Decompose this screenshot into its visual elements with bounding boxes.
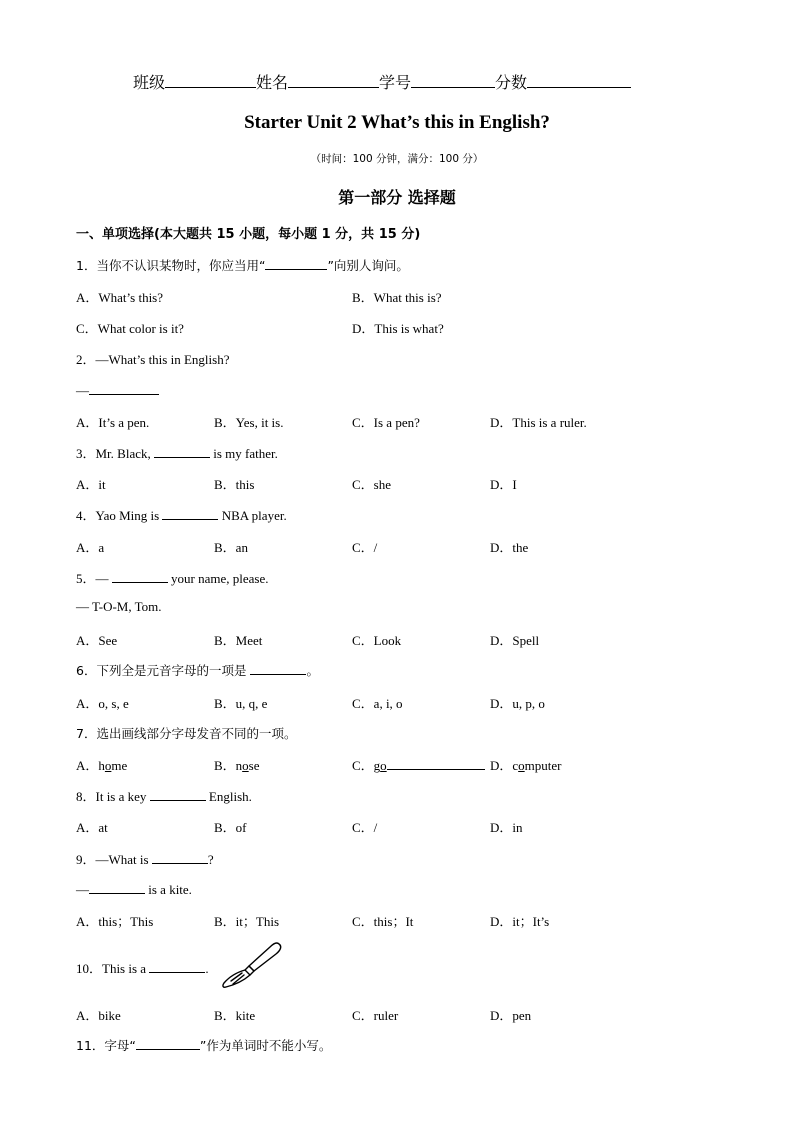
q5-option-b[interactable]: B．Meet — [214, 633, 263, 648]
q2-option-a[interactable]: A．It’s a pen. — [76, 415, 150, 430]
q5-blank[interactable] — [112, 569, 168, 583]
q7-c-underlined: o — [380, 758, 387, 773]
q7-b-pre: B．n — [214, 758, 243, 773]
q4-option-b[interactable]: B．an — [214, 540, 248, 555]
q3-option-d[interactable]: D．I — [490, 477, 517, 492]
q7-a-underlined: o — [104, 758, 112, 773]
page-title: Starter Unit 2 What’s this in English? — [244, 112, 550, 133]
q7-option-a[interactable] — [76, 755, 127, 774]
q1-stem-post: ”向别人询问。 — [327, 258, 409, 273]
q6-option-d[interactable]: D．u, p, o — [490, 696, 545, 711]
name-label: 姓名 — [256, 73, 289, 92]
q5-option-c[interactable]: C．Look — [352, 633, 402, 648]
q9-blank-2[interactable] — [89, 880, 145, 894]
q5-reply-line: — T-O-M, Tom. — [76, 599, 162, 614]
question-11-stem — [76, 1036, 331, 1054]
q8-stem-post: English. — [205, 789, 252, 804]
q9-blank-1[interactable] — [152, 850, 208, 864]
q2-blank[interactable] — [89, 381, 159, 395]
q7-option-d[interactable] — [490, 755, 562, 774]
q9-option-c[interactable]: C．this；It — [352, 914, 414, 929]
part-title: 第一部分 选择题 — [338, 188, 456, 207]
q10-option-d[interactable]: D．pen — [490, 1008, 532, 1023]
q3-stem-post: is my father. — [210, 446, 278, 461]
q8-option-a[interactable]: A．at — [76, 820, 108, 835]
q5-stem-pre: 5．— — [76, 571, 112, 586]
q11-stem-pre: 11．字母“ — [76, 1038, 136, 1053]
q4-blank[interactable] — [162, 506, 218, 520]
q10-option-b[interactable]: B．kite — [214, 1008, 256, 1023]
class-blank[interactable] — [165, 70, 256, 88]
q6-option-c[interactable]: C．a, i, o — [352, 696, 403, 711]
q1-option-c[interactable]: C．What color is it? — [76, 321, 184, 336]
q7-c-underline-trail — [387, 756, 485, 770]
q9-stem-post: ? — [207, 852, 214, 867]
q9-option-b[interactable]: B．it；This — [214, 914, 280, 929]
student-id-blank[interactable] — [411, 70, 495, 88]
q1-option-a[interactable]: A．What’s this? — [76, 290, 164, 305]
q6-stem-post: 。 — [306, 663, 319, 678]
q10-option-c[interactable]: C．ruler — [352, 1008, 399, 1023]
q9-stem-pre: 9．—What is — [76, 852, 152, 867]
q7-option-b[interactable] — [214, 755, 260, 774]
paintbrush-drawing — [218, 940, 284, 990]
exam-time-note: （时间：100 分钟，满分：100 分） — [310, 153, 484, 165]
q6-blank[interactable] — [250, 661, 306, 675]
class-label: 班级 — [133, 73, 166, 92]
q6-option-b[interactable]: B．u, q, e — [214, 696, 268, 711]
q1-blank[interactable] — [265, 256, 327, 270]
q8-option-b[interactable]: B．of — [214, 820, 247, 835]
q2-answer-line — [76, 381, 159, 399]
q3-option-c[interactable]: C．she — [352, 477, 392, 492]
q9-option-a[interactable]: A．this；This — [76, 914, 154, 929]
q2-option-d[interactable]: D．This is a ruler. — [490, 415, 587, 430]
q2-option-b[interactable]: B．Yes, it is. — [214, 415, 284, 430]
q7-d-pre: D．c — [490, 758, 519, 773]
q7-b-underlined: o — [242, 758, 249, 773]
q8-option-c[interactable]: C．/ — [352, 820, 378, 835]
question-10-stem — [76, 958, 209, 977]
q4-stem-post: NBA player. — [218, 508, 287, 523]
question-2-stem: 2．—What’s this in English? — [76, 352, 230, 367]
q1-option-b[interactable]: B．What this is? — [352, 290, 442, 305]
q5-option-a[interactable]: A．See — [76, 633, 118, 648]
q11-stem-post: ”作为单词时不能小写。 — [199, 1038, 332, 1053]
q8-stem-pre: 8．It is a key — [76, 789, 150, 804]
score-blank[interactable] — [527, 70, 631, 88]
q3-option-a[interactable]: A．it — [76, 477, 106, 492]
q8-blank[interactable] — [150, 787, 206, 801]
q2-option-c[interactable]: C．Is a pen? — [352, 415, 420, 430]
student-info-row — [133, 70, 631, 93]
q7-option-c[interactable] — [352, 755, 485, 774]
q9-answer-line — [76, 880, 192, 898]
q4-option-c[interactable]: C．/ — [352, 540, 378, 555]
name-blank[interactable] — [288, 70, 379, 88]
q7-a-post: me — [111, 758, 128, 773]
q5-option-d[interactable]: D．Spell — [490, 633, 540, 648]
question-1-stem — [76, 256, 409, 274]
section-title: 一、单项选择(本大题共 15 小题，每小题 1 分，共 15 分) — [76, 227, 421, 242]
q3-blank[interactable] — [154, 444, 210, 458]
question-4-stem — [76, 505, 287, 524]
q5-stem-post: your name, please. — [167, 571, 269, 586]
q9-dash: — — [76, 882, 89, 897]
q10-option-a[interactable]: A．bike — [76, 1008, 121, 1023]
q7-a-pre: A．h — [76, 758, 105, 773]
q4-option-d[interactable]: D．the — [490, 540, 529, 555]
q10-blank[interactable] — [149, 959, 205, 973]
q6-stem-pre: 6．下列全是元音字母的一项是 — [76, 663, 251, 678]
q7-d-underlined: o — [518, 758, 525, 773]
q4-option-a[interactable]: A．a — [76, 540, 105, 555]
q4-stem-pre: 4．Yao Ming is — [76, 508, 163, 523]
q1-stem-pre: 1．当你不认识某物时，你应当用“ — [76, 258, 266, 273]
q6-option-a[interactable]: A．o, s, e — [76, 696, 129, 711]
q10-stem-post: . — [205, 961, 209, 976]
question-8-stem — [76, 786, 252, 805]
q7-b-post: se — [248, 758, 260, 773]
question-7-stem: 7．选出画线部分字母发音不同的一项。 — [76, 726, 297, 741]
q7-c-pre: C．g — [352, 758, 381, 773]
q3-stem-pre: 3．Mr. Black, — [76, 446, 154, 461]
q9-answer-post: is a kite. — [145, 882, 192, 897]
q3-option-b[interactable]: B．this — [214, 477, 255, 492]
question-3-stem — [76, 443, 278, 462]
q11-blank[interactable] — [136, 1036, 200, 1050]
q7-d-post: mputer — [524, 758, 562, 773]
paintbrush-icon — [218, 940, 284, 995]
q2-dash: — — [76, 383, 89, 398]
q9-option-d[interactable]: D．it；It’s — [490, 914, 550, 929]
q8-option-d[interactable]: D．in — [490, 820, 523, 835]
q1-option-d[interactable]: D．This is what? — [352, 321, 444, 336]
student-id-label: 学号 — [379, 73, 412, 92]
question-5-stem — [76, 568, 268, 587]
question-9-stem — [76, 849, 214, 868]
question-6-stem — [76, 661, 319, 679]
q10-stem-pre: 10．This is a — [76, 961, 150, 976]
score-label: 分数 — [495, 73, 528, 92]
